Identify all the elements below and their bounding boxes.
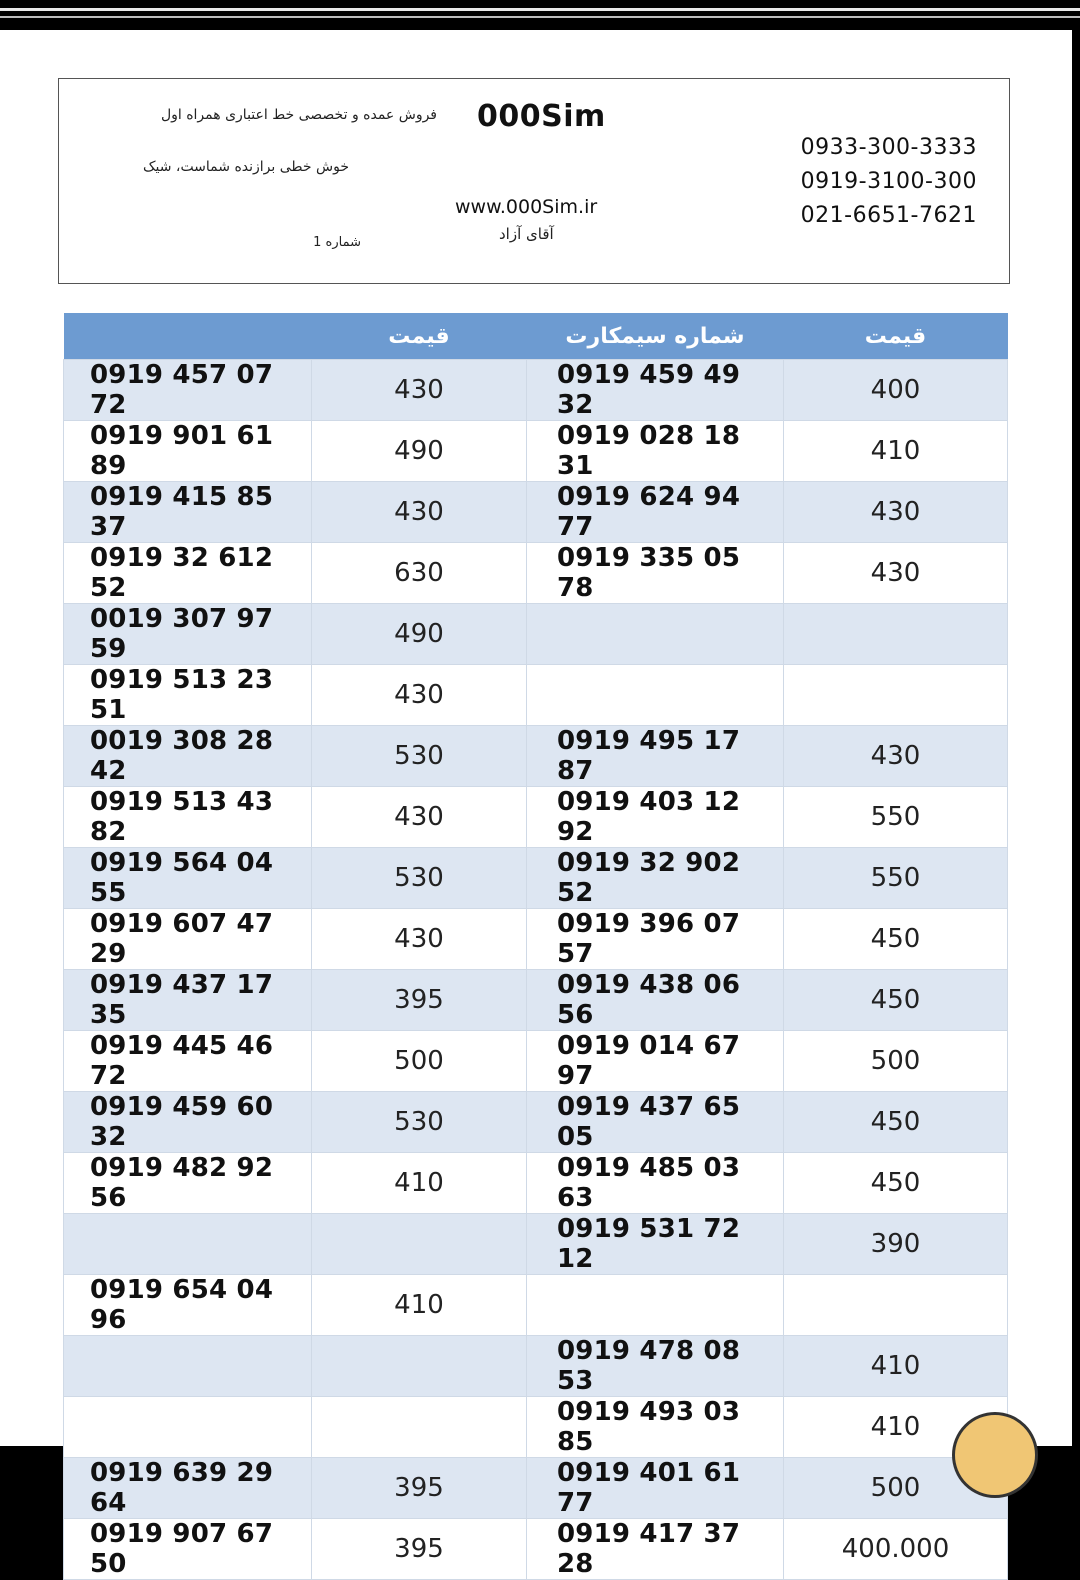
- slogan: خوش خطی برازنده شماست، شیک: [142, 159, 349, 175]
- price-right: 430: [784, 543, 1008, 604]
- price-right: 430: [784, 482, 1008, 543]
- price-left: 395: [312, 970, 527, 1031]
- table-row: [64, 1214, 1008, 1275]
- sim-number-left: [64, 1214, 312, 1275]
- price-left: 395: [312, 1458, 527, 1519]
- sim-number-right: 0919 396 07 57: [527, 909, 784, 970]
- table-row: [64, 1153, 1008, 1214]
- sim-number-left: 0019 308 28 42: [64, 726, 312, 787]
- price-right: 410: [784, 421, 1008, 482]
- sim-number-right: 0919 335 05 78: [527, 543, 784, 604]
- table-row: [64, 970, 1008, 1031]
- sim-number-right: 0919 531 72 12: [527, 1214, 784, 1275]
- sim-number-right: [527, 1275, 784, 1336]
- table-row: [64, 909, 1008, 970]
- phone-list: [801, 131, 977, 233]
- sim-number-left: 0919 513 43 82: [64, 787, 312, 848]
- sim-number-left: 0919 482 92 56: [64, 1153, 312, 1214]
- sim-number-left: 0919 437 17 35: [64, 970, 312, 1031]
- sim-number-right: [527, 604, 784, 665]
- sim-number-right: 0919 403 12 92: [527, 787, 784, 848]
- table-row: [64, 482, 1008, 543]
- sim-number-left: 0919 445 46 72: [64, 1031, 312, 1092]
- price-right: 500: [784, 1031, 1008, 1092]
- sim-number-left: [64, 1336, 312, 1397]
- top-frame: [0, 0, 1080, 30]
- price-right: 450: [784, 909, 1008, 970]
- sim-number-right: 0919 438 06 56: [527, 970, 784, 1031]
- sim-number-right: 0919 459 49 32: [527, 360, 784, 421]
- table-row: [64, 1092, 1008, 1153]
- phone-number[interactable]: 021-6651-7621: [800, 203, 977, 228]
- sim-number-left: 0919 907 67 50: [64, 1519, 312, 1580]
- sim-number-left: 0019 307 97 59: [64, 604, 312, 665]
- sim-number-right: 0919 028 18 31: [527, 421, 784, 482]
- price-right: 550: [784, 848, 1008, 909]
- table-row: [64, 360, 1008, 421]
- price-left: [312, 1336, 527, 1397]
- price-left: 490: [312, 604, 527, 665]
- sim-number-left: 0919 457 07 72: [64, 360, 312, 421]
- table-row: [64, 1397, 1008, 1458]
- sim-number-right: 0919 478 08 53: [527, 1336, 784, 1397]
- table-row: [64, 543, 1008, 604]
- sim-number-right: 0919 401 61 77: [527, 1458, 784, 1519]
- price-right: 410: [784, 1397, 1008, 1458]
- sim-number-right: 0919 32 902 52: [527, 848, 784, 909]
- price-right: 450: [784, 1092, 1008, 1153]
- price-right: 450: [784, 970, 1008, 1031]
- price-left: 430: [312, 360, 527, 421]
- sim-number-right: 0919 437 65 05: [527, 1092, 784, 1153]
- table-row: [64, 1336, 1008, 1397]
- frame-rule: [0, 8, 1080, 11]
- sim-number-left: 0919 564 04 55: [64, 848, 312, 909]
- brand-logo-text: 000Sim: [477, 99, 606, 134]
- frame-rule: [0, 16, 1080, 18]
- table-row: [64, 421, 1008, 482]
- price-right: 450: [784, 1153, 1008, 1214]
- price-left: 530: [312, 848, 527, 909]
- website-link[interactable]: www.000Sim.ir: [455, 196, 598, 218]
- table-row: [64, 1275, 1008, 1336]
- price-left: 410: [312, 1275, 527, 1336]
- sim-number-left: 0919 415 85 37: [64, 482, 312, 543]
- tagline: فروش عمده و تخصصی خط اعتباری همراه اول: [160, 107, 437, 123]
- table-row: [64, 848, 1008, 909]
- price-right: 390: [784, 1214, 1008, 1275]
- price-left: 410: [312, 1153, 527, 1214]
- price-right: [784, 1275, 1008, 1336]
- sim-number-right: 0919 493 03 85: [527, 1397, 784, 1458]
- sim-number-left: 0919 639 29 64: [64, 1458, 312, 1519]
- price-left: 490: [312, 421, 527, 482]
- price-left: 530: [312, 726, 527, 787]
- sim-number-right: 0919 624 94 77: [527, 482, 784, 543]
- sim-number-left: 0919 513 23 51: [64, 665, 312, 726]
- app-badge-icon: [952, 1412, 1038, 1498]
- sim-number-left: 0919 459 60 32: [64, 1092, 312, 1153]
- price-right: 400.000: [784, 1519, 1008, 1580]
- sim-number-left: 0919 654 04 96: [64, 1275, 312, 1336]
- price-left: [312, 1397, 527, 1458]
- document-page: [0, 30, 1072, 1579]
- letterhead-box: [58, 78, 1010, 284]
- price-right: 500: [784, 1458, 1008, 1519]
- sim-number-right: 0919 014 67 97: [527, 1031, 784, 1092]
- price-left: 430: [312, 787, 527, 848]
- table-body: [64, 360, 1008, 1580]
- price-left: 430: [312, 482, 527, 543]
- phone-number[interactable]: 0933-300-3333: [800, 135, 977, 160]
- sim-price-table-wrap: [63, 313, 1007, 1580]
- sim-number-right: 0919 417 37 28: [527, 1519, 784, 1580]
- price-left: [312, 1214, 527, 1275]
- sim-number-right: [527, 665, 784, 726]
- table-row: [64, 1519, 1008, 1580]
- sim-number-right: 0919 495 17 87: [527, 726, 784, 787]
- price-left: 630: [312, 543, 527, 604]
- sheet-number: شماره 1: [313, 235, 361, 250]
- header-price-right: قیمت: [784, 313, 1008, 360]
- price-right: 410: [784, 1336, 1008, 1397]
- sim-number-left: 0919 607 47 29: [64, 909, 312, 970]
- table-row: [64, 787, 1008, 848]
- contact-name: آقای آزاد: [499, 225, 554, 243]
- sim-number-left: 0919 901 61 89: [64, 421, 312, 482]
- table-row: [64, 1031, 1008, 1092]
- price-right: 400: [784, 360, 1008, 421]
- table-row: [64, 726, 1008, 787]
- phone-number[interactable]: 0919-3100-300: [800, 169, 977, 194]
- sim-number-left: 0919 32 612 52: [64, 543, 312, 604]
- header-price-left: قیمت: [312, 313, 527, 360]
- table-row: [64, 665, 1008, 726]
- price-left: 530: [312, 1092, 527, 1153]
- price-left: 430: [312, 909, 527, 970]
- sim-number-left: [64, 1397, 312, 1458]
- sim-number-right: 0919 485 03 63: [527, 1153, 784, 1214]
- price-right: 430: [784, 726, 1008, 787]
- table-row: [64, 1458, 1008, 1519]
- sim-price-table: [63, 313, 1008, 1580]
- table-header-row: [64, 313, 1008, 360]
- price-right: 550: [784, 787, 1008, 848]
- price-left: 430: [312, 665, 527, 726]
- header-sim-number: شماره سیمکارت: [527, 313, 784, 360]
- header-number-left: [64, 313, 312, 360]
- price-left: 500: [312, 1031, 527, 1092]
- price-left: 395: [312, 1519, 527, 1580]
- price-right: [784, 665, 1008, 726]
- price-right: [784, 604, 1008, 665]
- table-row: [64, 604, 1008, 665]
